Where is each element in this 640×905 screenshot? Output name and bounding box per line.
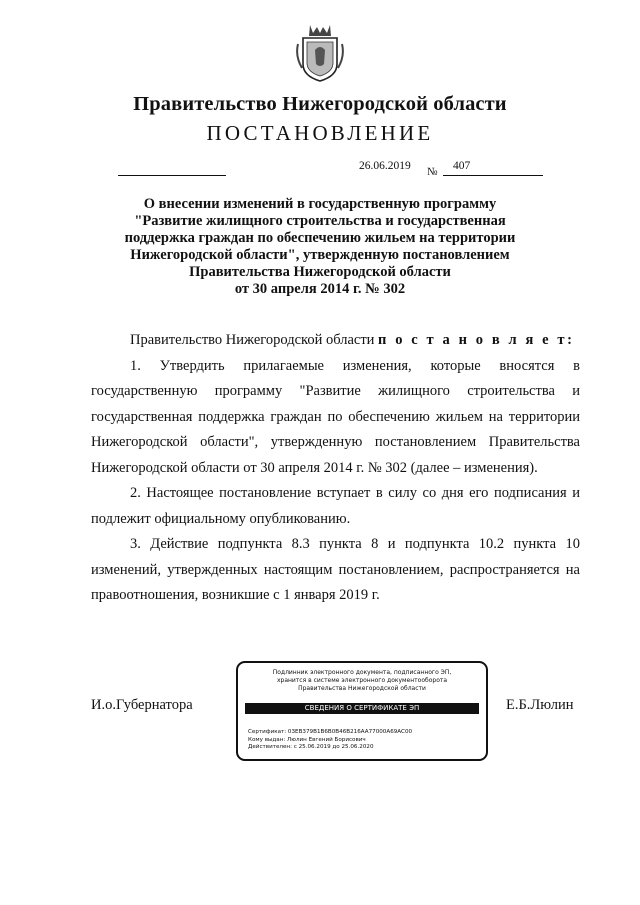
- body-item-3: 3. Действие подпункта 8.3 пункта 8 и подпункта 10.2 пункта 10 изменений, утвержденных настоящим постановлением, распространяется на правоотношения, возникшие с 1 января 2019 г.: [91, 536, 580, 603]
- stamp-header: [238, 669, 486, 693]
- certificate-validity: Действителен: с 25.06.2019 до 25.06.2020: [248, 744, 374, 750]
- body-item-1: 1. Утвердить прилагаемые изменения, которые вносятся в государственную программу "Развитие жилищного строительства и государственная поддержка граждан по обеспечению жильем на территории Нижегородской области", утвержденную постановлением Правительства Нижегородской области от 30 апреля 2014 г. № 302 (далее – изменения).: [91, 357, 580, 476]
- document-body: [91, 328, 580, 609]
- coat-of-arms-icon: [295, 20, 345, 82]
- subject-line: Нижегородской области", утвержденную постановлением: [130, 247, 510, 263]
- stamp-text-line: Правительства Нижегородской области: [298, 685, 426, 692]
- subject-line: поддержка граждан по обеспечению жильем на территории: [124, 230, 516, 246]
- document-number: 407: [453, 160, 471, 172]
- stamp-text-line: хранится в системе электронного документооборота: [276, 677, 448, 684]
- subject-line: "Развитие жилищного строительства и государственная: [134, 213, 506, 229]
- preamble-text: Правительство Нижегородской области: [130, 332, 375, 348]
- subject-line: Правительства Нижегородской области: [189, 264, 451, 280]
- signatory-name: Е.Б.Люлин: [506, 697, 574, 713]
- resolves-text: п о с т а н о в л я е т:: [378, 332, 575, 348]
- preamble-paragraph: [91, 328, 580, 354]
- certificate-number: Сертификат: 03EB379B1B6B0B46B216AA77000A69AC00: [248, 729, 413, 735]
- signatory-position: И.о.Губернатора: [91, 697, 193, 713]
- document-subject: [100, 196, 540, 298]
- document-type-title: ПОСТАНОВЛЕНИЕ: [206, 121, 434, 145]
- certificate-owner: Кому выдан: Люлин Евгений Борисович: [248, 736, 366, 743]
- stamp-banner: СВЕДЕНИЯ О СЕРТИФИКАТЕ ЭП: [245, 703, 479, 714]
- number-blank-line: [443, 175, 543, 176]
- number-label: №: [427, 166, 438, 178]
- electronic-signature-stamp: [236, 661, 488, 761]
- date-blank-line: [118, 175, 226, 176]
- document-date: 26.06.2019: [359, 160, 411, 172]
- organization-title: Правительство Нижегородской области: [133, 93, 507, 115]
- subject-line: от 30 апреля 2014 г. № 302: [234, 281, 406, 297]
- body-item-2: 2. Настоящее постановление вступает в силу со дня его подписания и подлежит официальному опубликованию.: [91, 485, 580, 527]
- subject-line: О внесении изменений в государственную программу: [143, 196, 497, 212]
- stamp-text-line: Подлинник электронного документа, подписанного ЭП,: [272, 669, 452, 676]
- stamp-certificate-info: [248, 729, 412, 752]
